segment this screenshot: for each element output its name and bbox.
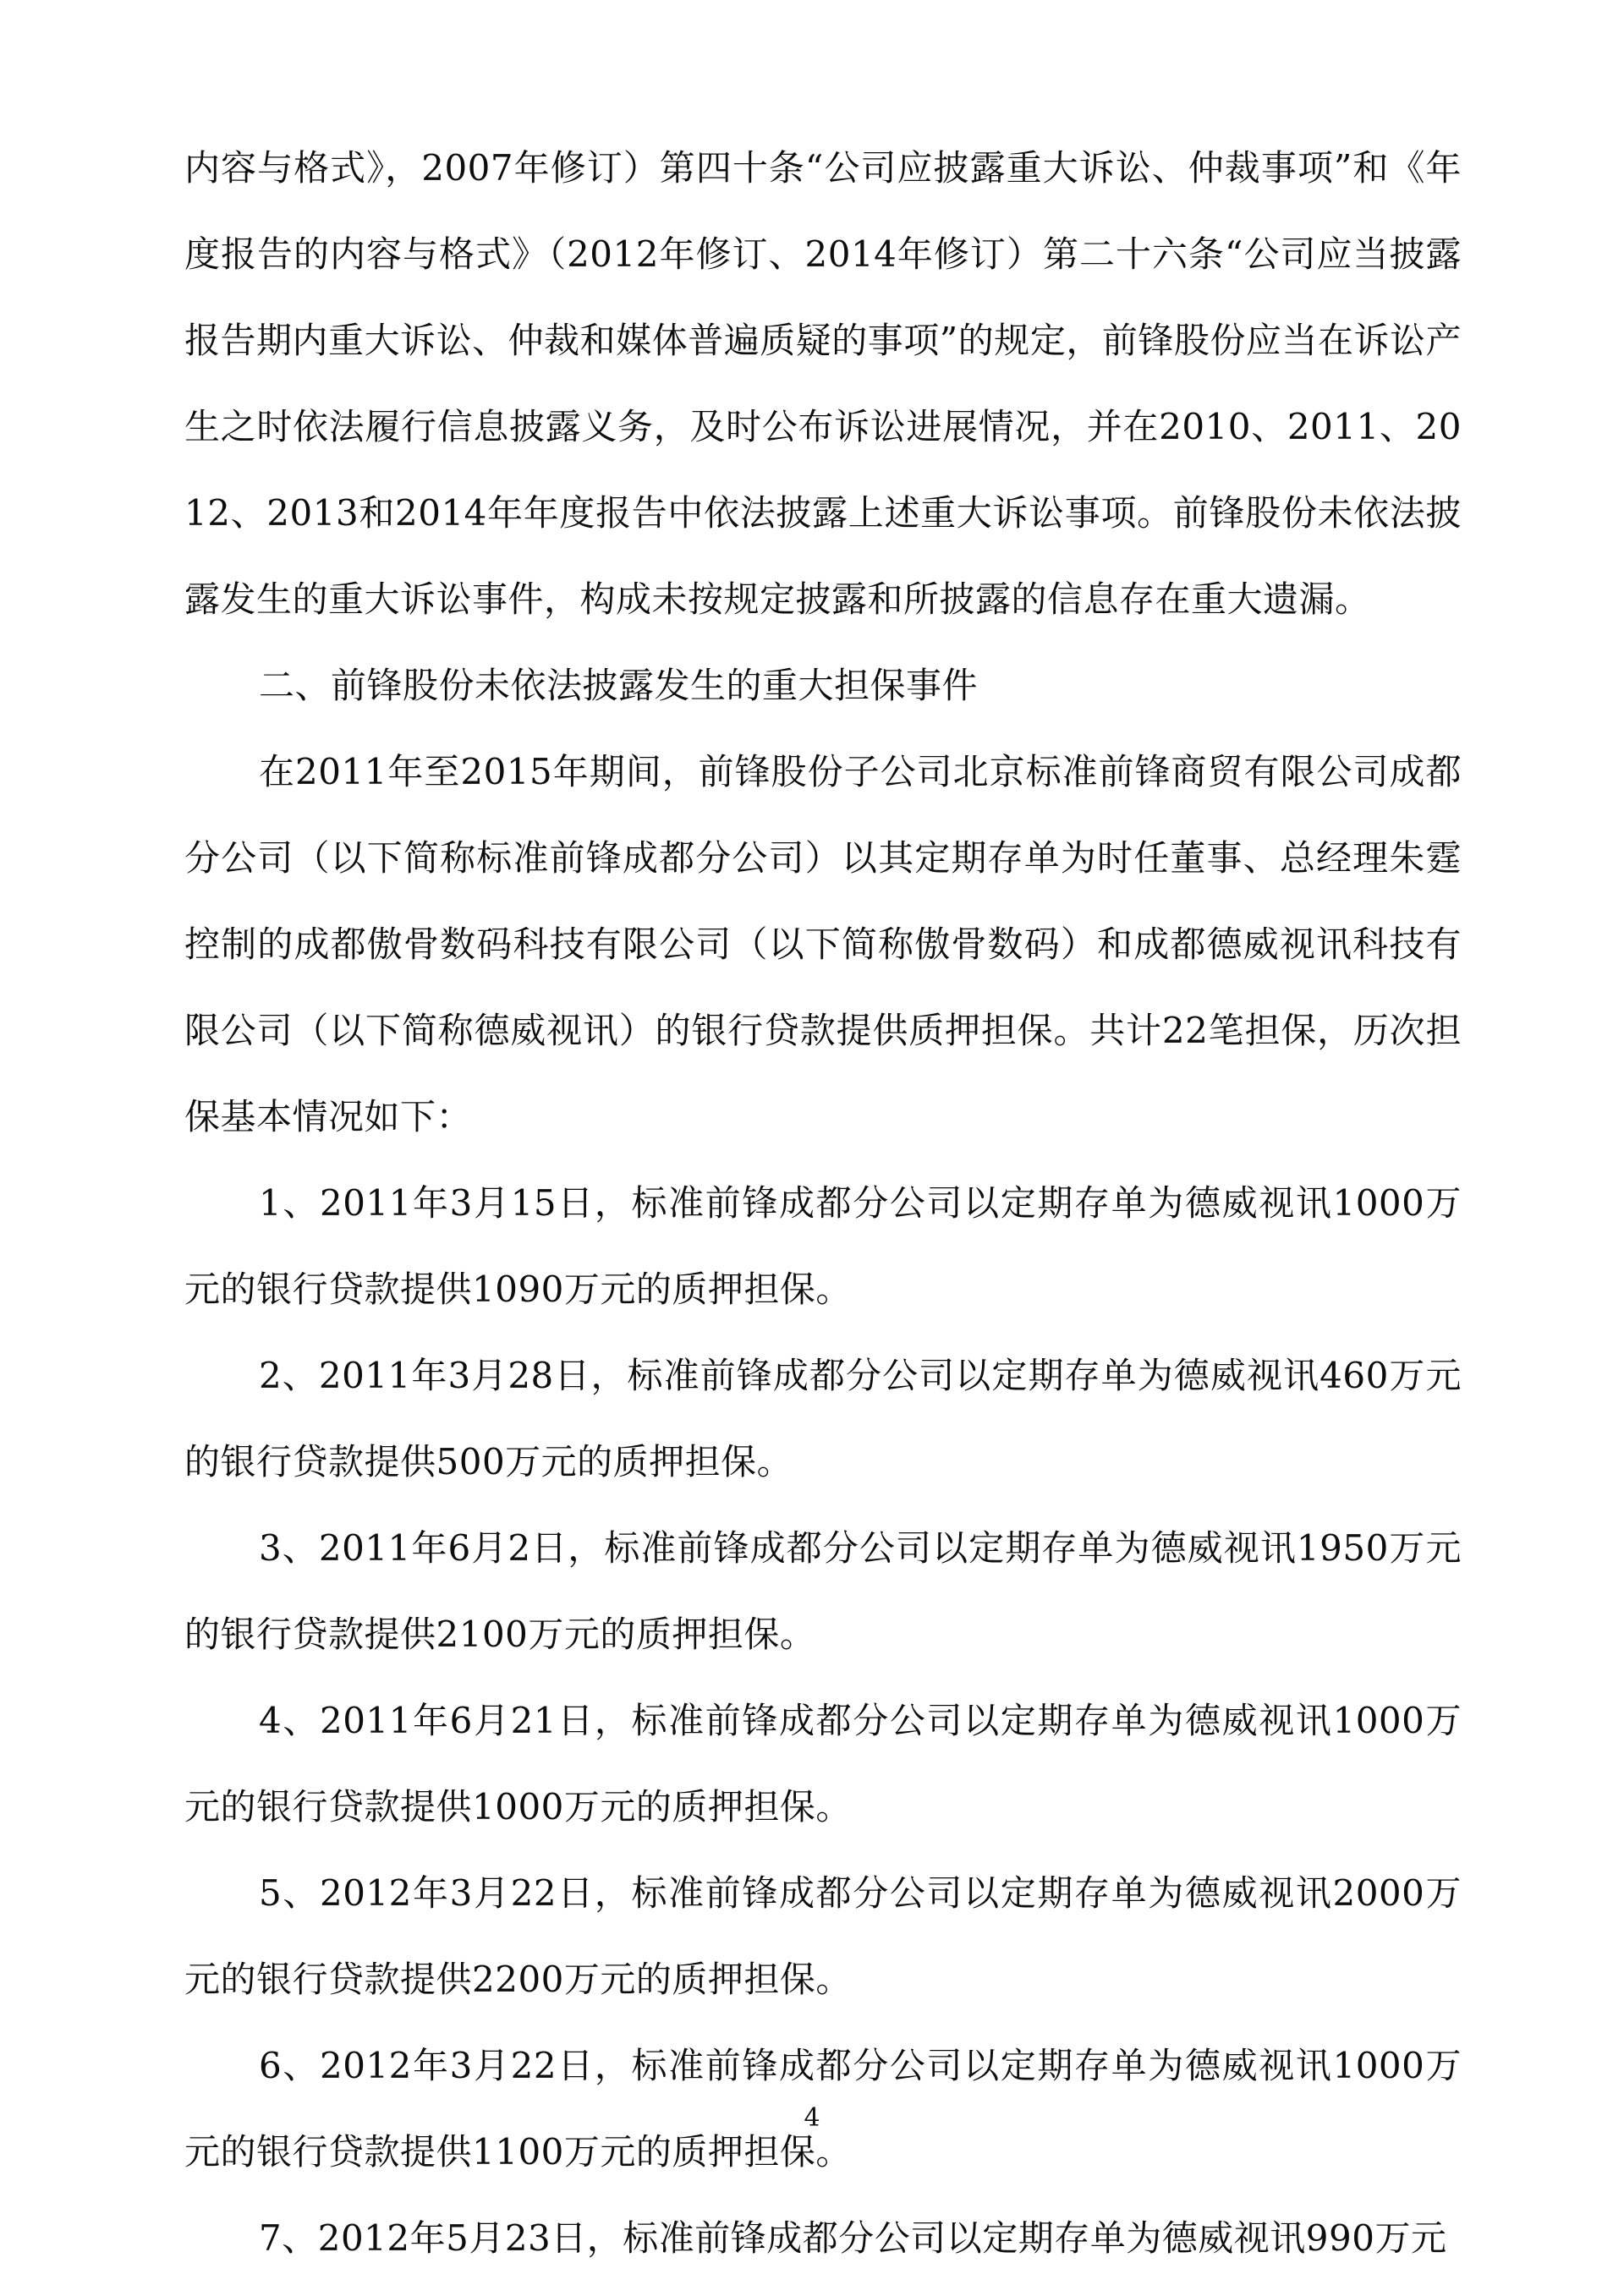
guarantee-intro-paragraph: 在2011年至2015年期间，前锋股份子公司北京标准前锋商贸有限公司成都分公司（以下简称标准前锋成都分公司）以其定期存单为时任董事、总经理朱霆控制的成都傲骨数码科技有限公司（以下简称傲骨数码）和成都德威视讯科技有限公司（以下简称德威视讯）的银行贷款提供质押担保。共计22笔担保，历次担保基本情况如下： <box>184 751 1462 1137</box>
continuation-paragraph: 内容与格式》，2007年修订）第四十条“公司应披露重大诉讼、仲裁事项”和《年度报告的内容与格式》（2012年修订、2014年修订）第二十六条“公司应当披露报告期内重大诉讼、仲裁和媒体普遍质疑的事项”的规定，前锋股份应当在诉讼产生之时依法履行信息披露义务，及时公布诉讼进展情况，并在2010、2011、2012、2013和2014年年度报告中依法披露上述重大诉讼事项。前锋股份未依法披露发生的重大诉讼事件，构成未按规定披露和所披露的信息存在重大遗漏。 <box>184 147 1462 620</box>
guarantee-item-7: 7、2012年5月23日，标准前锋成都分公司以定期存单为德威视讯990万元 <box>259 2217 1447 2259</box>
guarantee-item-4: 4、2011年6月21日，标准前锋成都分公司以定期存单为德威视讯1000万元的银行贷款提供1000万元的质押担保。 <box>184 1700 1462 1827</box>
document-body-text <box>184 125 1462 2282</box>
guarantee-item-2: 2、2011年3月28日，标准前锋成都分公司以定期存单为德威视讯460万元的银行贷款提供500万元的质押担保。 <box>184 1355 1462 1482</box>
guarantee-item-1: 1、2011年3月15日，标准前锋成都分公司以定期存单为德威视讯1000万元的银行贷款提供1090万元的质押担保。 <box>184 1182 1462 1310</box>
guarantee-item-3: 3、2011年6月2日，标准前锋成都分公司以定期存单为德威视讯1950万元的银行贷款提供2100万元的质押担保。 <box>184 1527 1462 1655</box>
guarantee-item-6: 6、2012年3月22日，标准前锋成都分公司以定期存单为德威视讯1000万元的银行贷款提供1100万元的质押担保。 <box>184 2045 1462 2173</box>
section-heading-two: 二、前锋股份未依法披露发生的重大担保事件 <box>259 665 979 706</box>
page-number: 4 <box>804 2103 820 2133</box>
guarantee-item-5: 5、2012年3月22日，标准前锋成都分公司以定期存单为德威视讯2000万元的银行贷款提供2200万元的质押担保。 <box>184 1872 1462 2000</box>
